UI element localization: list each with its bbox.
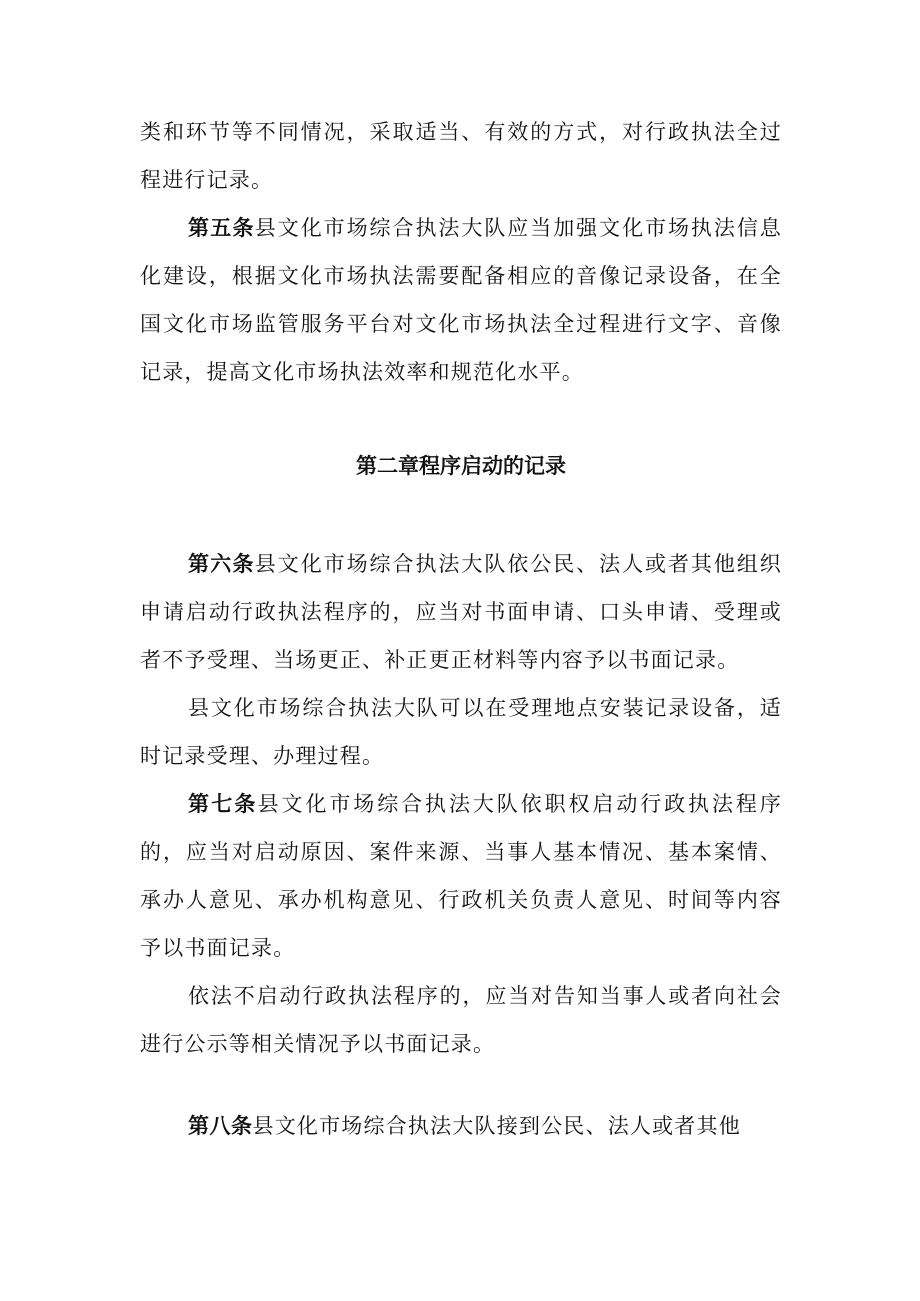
article-6 xyxy=(140,540,782,684)
article-6-text: 县文化市场综合执法大队依公民、法人或者其他组织申请启动行政执法程序的，应当对书面申请、口头申请、受理或者不予受理、当场更正、补正更正材料等内容予以书面记录。 xyxy=(140,552,783,672)
article-6-paragraph-2 xyxy=(140,684,782,780)
chapter-2-title: 第二章程序启动的记录 xyxy=(356,454,566,478)
paragraph-text: 依法不启动行政执法程序的，应当对告知当事人或者向社会进行公示等相关情况予以书面记录。 xyxy=(140,984,782,1056)
paragraph-text: 类和环节等不同情况，采取适当、有效的方式，对行政执法全过程进行记录。 xyxy=(140,120,782,192)
article-7-text: 县文化市场综合执法大队依职权启动行政执法程序的，应当对启动原因、案件来源、当事人基本情况、基本案情、承办人意见、承办机构意见、行政机关负责人意见、时间等内容予以书面记录。 xyxy=(140,792,782,960)
article-5 xyxy=(140,204,782,396)
article-7-paragraph-2 xyxy=(140,972,782,1068)
article-5-label: 第五条 xyxy=(188,216,255,240)
paragraph-continuation xyxy=(140,108,782,204)
article-5-text: 县文化市场综合执法大队应当加强文化市场执法信息化建设，根据文化市场执法需要配备相应的音像记录设备，在全国文化市场监管服务平台对文化市场执法全过程进行文字、音像记录，提高文化市场执法效率和规范化水平。 xyxy=(140,216,783,384)
article-8 xyxy=(140,1102,782,1150)
article-8-text: 县文化市场综合执法大队接到公民、法人或者其他 xyxy=(252,1114,741,1138)
article-8-label: 第八条 xyxy=(188,1114,253,1138)
article-6-label: 第六条 xyxy=(188,552,255,576)
article-7 xyxy=(140,780,782,972)
paragraph-text: 县文化市场综合执法大队可以在受理地点安装记录设备，适时记录受理、办理过程。 xyxy=(140,696,782,768)
article-7-label: 第七条 xyxy=(188,792,258,816)
